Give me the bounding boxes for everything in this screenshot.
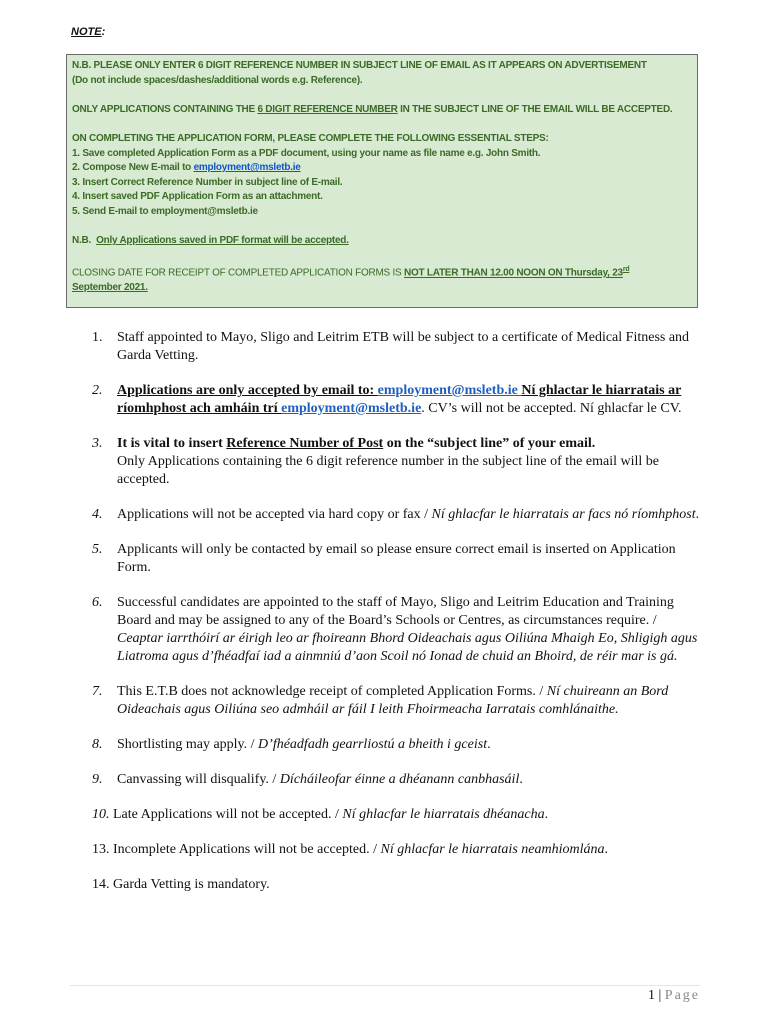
email-instruction: Applications are only accepted by email to:: [117, 383, 378, 398]
list-item: [92, 594, 702, 666]
item-number: 4.: [92, 507, 103, 522]
item-number: 1.: [92, 330, 103, 345]
irish-text: Ní chuireann an Bord Oideachais agus Oiliúna seo admháil ar fáil I leith Fhoirmeacha Iarratais comhlánaithe.: [117, 684, 669, 717]
item-text: Staff appointed to Mayo, Sligo and Leitrim ETB will be subject to a certificate of Medical Fitness and Garda Vetting.: [117, 330, 690, 363]
list-item: [92, 506, 702, 524]
item-end: .: [544, 807, 549, 822]
reference-prefix: ONLY APPLICATIONS CONTAINING THE: [72, 103, 258, 115]
list-item: [92, 806, 702, 824]
note-heading: [71, 26, 105, 38]
item-end: .: [519, 772, 523, 787]
vital-suffix: on the “subject line” of your email.: [383, 436, 596, 451]
english-text: Incomplete Applications will not be accepted. /: [109, 842, 381, 857]
item-end: .: [695, 507, 700, 522]
english-text: Garda Vetting is mandatory.: [109, 877, 270, 892]
item-end: .: [487, 737, 491, 752]
item-text: [92, 876, 702, 894]
english-text: Late Applications will not be accepted. /: [109, 807, 343, 822]
list-item: [92, 435, 702, 489]
note-label: NOTE: [71, 26, 102, 38]
step-2: [72, 161, 692, 176]
irish-text: Dícháileofar éinne a dhéanann canbhasáil: [279, 772, 520, 787]
list-item: [92, 841, 702, 859]
item-text: [92, 806, 702, 824]
pdf-note-prefix: N.B.: [72, 235, 97, 247]
step-3: 3. Insert Correct Reference Number in subject line of E-mail.: [72, 176, 343, 188]
email-instruction-irish: Ní ghlactar le hiarratais ar ríomhphost ach amháin trí: [117, 383, 682, 416]
irish-text: Ní ghlacfar le hiarratais neamhiomlána: [380, 842, 605, 857]
item-text: [92, 841, 702, 859]
closing-year: September 2021.: [72, 282, 148, 294]
nb-line-1: N.B. PLEASE ONLY ENTER 6 DIGIT REFERENCE NUMBER IN SUBJECT LINE OF EMAIL AS IT APPEARS ON ADVERTISEMENT: [72, 60, 647, 71]
list-item: [92, 329, 702, 365]
application-notice-box: [66, 54, 698, 308]
english-text: Canvassing will disqualify. /: [117, 772, 280, 787]
item-number: 14.: [92, 877, 110, 892]
step-4: 4. Insert saved PDF Application Form as an attachment.: [72, 191, 323, 203]
conditions-list: [92, 329, 702, 911]
item-text: [117, 382, 702, 418]
reference-number-emphasis: 6 DIGIT REFERENCE NUMBER: [257, 103, 398, 115]
closing-ordinal: rd: [622, 266, 630, 274]
item-end: .: [604, 842, 608, 857]
english-text: Successful candidates are appointed to the staff of Mayo, Sligo and Leitrim Education and Training Board and may be assigned to any of the Board’s Schools or Centres, as circumstances require. /: [117, 595, 674, 628]
list-item: [92, 541, 702, 577]
nb-line-2: (Do not include spaces/dashes/additional words e.g. Reference).: [72, 74, 363, 86]
email-link-1[interactable]: employment@msletb.ie: [377, 383, 522, 398]
step-2-prefix: 2. Compose New E-mail to: [72, 162, 194, 174]
page-number: 1: [647, 988, 655, 1003]
page-footer: [648, 988, 700, 1004]
item-number: 3.: [92, 436, 103, 451]
english-text: Shortlisting may apply. /: [117, 737, 259, 752]
item-text: [117, 683, 702, 719]
irish-text: Ní ghlacfar le hiarratais dhéanacha: [342, 807, 545, 822]
pdf-note-text: Only Applications saved in PDF format will be accepted.: [96, 235, 349, 247]
item-text: [117, 435, 702, 489]
item-number: 7.: [92, 684, 103, 699]
step-2-email-link[interactable]: employment@msletb.ie: [193, 162, 301, 174]
step-5: 5. Send E-mail to employment@msletb.ie: [72, 205, 258, 217]
steps-heading: ON COMPLETING THE APPLICATION FORM, PLEASE COMPLETE THE FOLLOWING ESSENTIAL STEPS:: [72, 132, 549, 144]
item-number: 6.: [92, 595, 103, 610]
item-text: [117, 506, 702, 524]
item-number: 8.: [92, 737, 103, 752]
item-number: 9.: [92, 772, 103, 787]
note-colon: :: [101, 26, 106, 38]
item-text: [117, 594, 702, 666]
item-text: Applicants will only be contacted by email so please ensure correct email is inserted on Application Form.: [117, 542, 676, 575]
page-word: Page: [664, 988, 700, 1003]
reference-number-of-post: Reference Number of Post: [226, 436, 384, 451]
list-item: [92, 771, 702, 789]
irish-text: Ceaptar iarrthóirí ar éirigh leo ar fhoireann Bhord Oideachais agus Oiliúna Mhaigh Eo, Shligigh agus Liatroma agus d’fhéadfaí iad a ainmniú d’aon Scoil nó Ionad de chuid an Bhoird, de réir mar is gá.: [117, 631, 698, 664]
cv-note: . CV’s will not be accepted. Ní ghlacfar le CV.: [421, 401, 682, 416]
item-number: 13.: [92, 842, 110, 857]
item-text: [117, 771, 702, 789]
pdf-format-note: [72, 234, 692, 249]
irish-text: Ní ghlacfar le hiarratais ar facs nó ríomhphost: [431, 507, 696, 522]
footer-divider: [70, 985, 700, 986]
email-link-2[interactable]: employment@msletb.ie: [281, 401, 422, 416]
item-text: [117, 736, 702, 754]
reference-suffix: IN THE SUBJECT LINE OF THE EMAIL WILL BE ACCEPTED.: [397, 103, 673, 115]
list-item: [92, 876, 702, 894]
item-number: 10.: [92, 807, 110, 822]
reference-requirement: [72, 103, 692, 118]
english-text: Applications will not be accepted via hard copy or fax /: [117, 507, 432, 522]
item-number: 2.: [92, 383, 103, 398]
step-1: 1. Save completed Application Form as a PDF document, using your name as file name e.g. John Smith.: [72, 147, 541, 159]
list-item: [92, 382, 702, 418]
footer-separator: |: [654, 988, 665, 1003]
item-number: 5.: [92, 542, 103, 557]
vital-detail: Only Applications containing the 6 digit reference number in the subject line of the email will be accepted.: [117, 454, 659, 487]
closing-date: [72, 263, 692, 296]
list-item: [92, 736, 702, 754]
vital-prefix: It is vital to insert: [117, 436, 227, 451]
list-item: [92, 683, 702, 719]
irish-text: D’fhéadfadh gearrliostú a bheith i gceist: [258, 737, 488, 752]
closing-deadline: NOT LATER THAN 12.00 NOON ON Thursday, 23: [403, 267, 623, 279]
english-text: This E.T.B does not acknowledge receipt of completed Application Forms. /: [117, 684, 547, 699]
closing-prefix: CLOSING DATE FOR RECEIPT OF COMPLETED APPLICATION FORMS IS: [72, 267, 404, 279]
